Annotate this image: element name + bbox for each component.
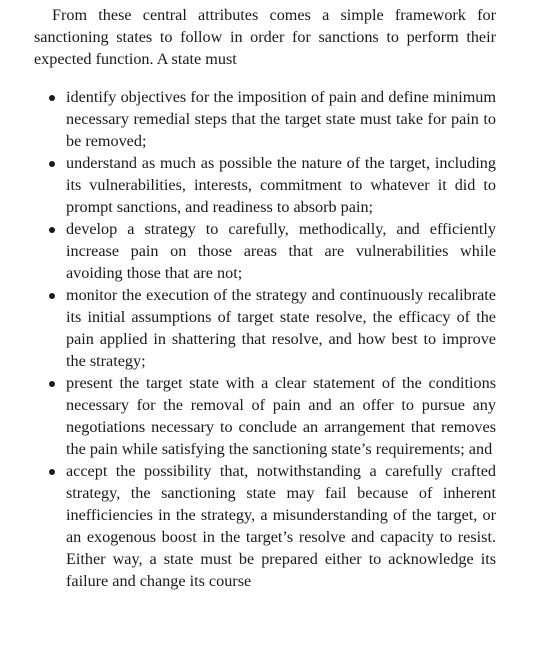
list-item-text: monitor the execution of the strategy and continuously recalibrate its initial assumptions of target state resolve, the efficacy of the pain applied in shattering that resolve, and how best to improve the strategy; xyxy=(66,286,496,370)
list-item-text: present the target state with a clear statement of the conditions necessary for the removal of pain and an offer to pursue any negotiations necessary to conclude an arrangement that removes the pain while satisfying the sanctioning state’s requirements; and xyxy=(66,374,496,458)
list-item-text: accept the possibility that, notwithstanding a carefully crafted strategy, the sanctioning state may fail because of inherent inefficiencies in the strategy, a misunderstanding of the target, or an exogenous boost in the target’s resolve and capacity to resist. Either way, a state must be prepared either to acknowledge its failure and change its course xyxy=(66,462,496,590)
intro-paragraph: From these central attributes comes a simple framework for sanctioning states to follow in order for sanctions to perform their expected function. A state must xyxy=(34,6,496,68)
list-item xyxy=(66,284,496,372)
list-item xyxy=(66,86,496,152)
list-item-text: identify objectives for the imposition of pain and define minimum necessary remedial steps that the target state must take for pain to be removed; xyxy=(66,88,496,150)
bullet-icon xyxy=(49,227,55,233)
document-page xyxy=(34,4,496,592)
bullet-icon xyxy=(49,161,55,167)
list-item xyxy=(66,152,496,218)
bullet-icon xyxy=(49,95,55,101)
bullet-icon xyxy=(49,469,55,475)
list-item xyxy=(66,372,496,460)
bullet-icon xyxy=(49,381,55,387)
bullet-icon xyxy=(49,293,55,299)
list-item-text: understand as much as possible the nature of the target, including its vulnerabilities, interests, commitment to whatever it did to prompt sanctions, and readiness to absorb pain; xyxy=(66,154,496,216)
list-item xyxy=(66,460,496,592)
list-item xyxy=(66,218,496,284)
list-item-text: develop a strategy to carefully, methodically, and efficiently increase pain on those areas that are vulnerabilities while avoiding those that are not; xyxy=(66,220,496,282)
requirements-list xyxy=(34,86,496,592)
